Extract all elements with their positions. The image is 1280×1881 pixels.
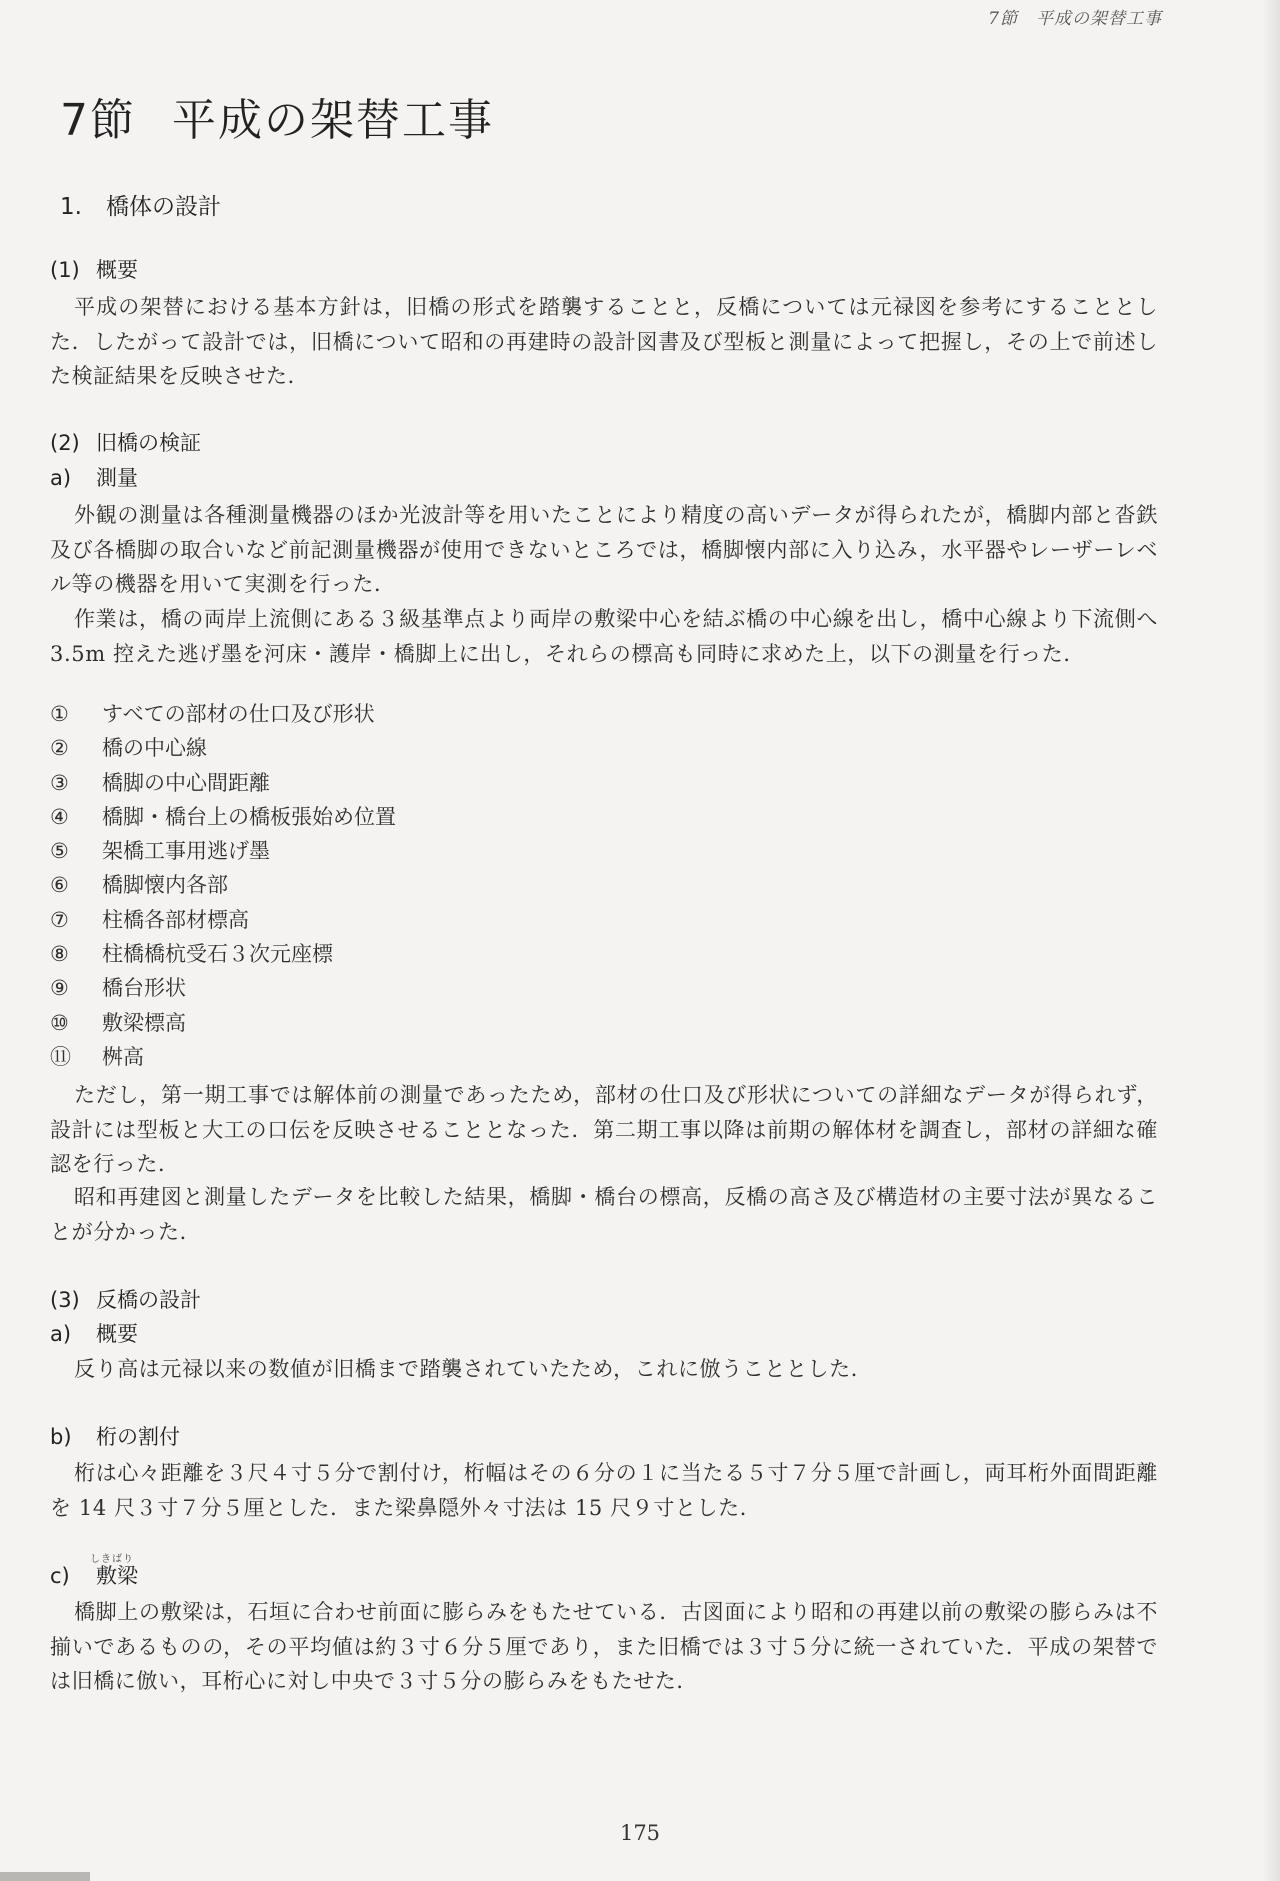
list-item xyxy=(50,971,396,1005)
scan-edge-mark xyxy=(0,1872,90,1881)
list-text: すべての部材の仕口及び形状 xyxy=(102,702,375,726)
item-title: 測量 xyxy=(96,466,138,490)
list-marker: ⑧ xyxy=(50,942,69,967)
page-edge-shadow xyxy=(1262,0,1280,1881)
section-number: 1. xyxy=(60,194,82,220)
list-marker: ⑦ xyxy=(50,907,69,932)
item-number: a) xyxy=(50,1322,72,1346)
list-item xyxy=(50,800,396,834)
paragraph-arch-overview: 反り高は元禄以来の数値が旧橋まで踏襲されていたため，これに倣うこととした． xyxy=(74,1357,873,1381)
list-item xyxy=(50,731,396,765)
item-number: b) xyxy=(50,1425,72,1449)
item-heading-girder-layout xyxy=(50,1421,180,1451)
item-heading-sill-beam xyxy=(50,1560,138,1590)
list-item xyxy=(50,1040,396,1074)
subsection-heading-arch-bridge xyxy=(50,1284,201,1314)
paragraph-sill-beam: 橋脚上の敷梁は，石垣に合わせ前面に膨らみをもたせている．古図面により昭和の再建以前の敷梁の膨らみは不揃いであるものの，その平均値は約３寸６分５厘であり，また旧橋では３寸５分に統一されていた．平成の架替では旧橋に倣い，耳桁心に対し中央で３寸５分の膨らみをもたせた． xyxy=(50,1600,1158,1693)
subsection-heading-verification xyxy=(50,427,201,457)
list-text: 桝高 xyxy=(102,1044,144,1069)
subsection-heading-overview xyxy=(50,254,138,284)
list-marker: ⑨ xyxy=(50,976,69,1001)
item-heading-arch-overview xyxy=(50,1318,138,1348)
paragraph-survey-3: ただし，第一期工事では解体前の測量であったため，部材の仕口及び形状についての詳細なデータが得られず，設計には型板と大工の口伝を反映させることとなった．第二期工事以降は前期の解体材を調査し，部材の詳細な確認を行った． xyxy=(50,1083,1158,1176)
list-text: 柱橋各部材標高 xyxy=(102,907,249,932)
paragraph-survey-1: 外観の測量は各種測量機器のほか光波計等を用いたことにより精度の高いデータが得られたが，橋脚内部と沓鉄及び各橋脚の取合いなど前記測量機器が使用できないところでは，橋脚懐内部に入り込み，水平器やレーザーレベル等の機器を用いて実測を行った． xyxy=(50,503,1158,596)
title-number: 7節 xyxy=(60,95,136,146)
list-item xyxy=(50,1006,396,1040)
list-text: 敷梁標高 xyxy=(102,1010,186,1035)
list-item xyxy=(50,868,396,902)
paragraph-survey-2: 作業は，橋の両岸上流側にある３級基準点より両岸の敷梁中心を結ぶ橋の中心線を出し，橋中心線より下流側へ 3.5m 控えた逃げ墨を河床・護岸・橋脚上に出し，それらの標高も同時に求めた上，以下の測量を行った． xyxy=(50,607,1158,666)
list-item xyxy=(50,766,396,800)
paragraph-survey-4: 昭和再建図と測量したデータを比較した結果，橋脚・橋台の標高，反橋の高さ及び構造材の主要寸法が異なることが分かった． xyxy=(50,1185,1158,1244)
list-text: 橋台形状 xyxy=(102,976,186,1001)
survey-item-list xyxy=(50,697,396,1074)
list-marker: ② xyxy=(50,736,69,761)
subsection-title: 旧橋の検証 xyxy=(96,431,201,455)
subsection-number: (1) xyxy=(50,258,80,282)
list-marker: ⑥ xyxy=(50,873,69,898)
ruby-reading: しきばり xyxy=(90,1554,134,1565)
list-marker: ④ xyxy=(50,804,69,829)
item-title: 桁の割付 xyxy=(96,1425,180,1449)
list-text: 柱橋橋杭受石３次元座標 xyxy=(102,942,333,967)
running-header: 7節 平成の架替工事 xyxy=(988,9,1162,29)
list-item xyxy=(50,697,396,731)
subsection-number: (2) xyxy=(50,431,80,455)
list-marker: ③ xyxy=(50,770,69,795)
list-marker: ① xyxy=(50,702,69,726)
list-marker: ⑤ xyxy=(50,839,69,864)
list-marker: ⑩ xyxy=(50,1010,69,1035)
section-title: 橋体の設計 xyxy=(106,194,221,220)
list-item xyxy=(50,834,396,868)
item-number: a) xyxy=(50,466,72,490)
list-marker: ⑪ xyxy=(50,1044,71,1069)
page-number: 175 xyxy=(619,1821,661,1845)
list-text: 橋脚の中心間距離 xyxy=(102,770,270,795)
paragraph-overview: 平成の架替における基本方針は，旧橋の形式を踏襲することと，反橋については元禄図を参考にすることとした．したがって設計では，旧橋について昭和の再建時の設計図書及び型板と測量によって把握し，その上で前述した検証結果を反映させた． xyxy=(50,295,1158,388)
list-text: 橋脚・橋台上の橋板張始め位置 xyxy=(102,804,396,829)
list-text: 架橋工事用逃げ墨 xyxy=(102,839,270,864)
list-text: 橋脚懐内各部 xyxy=(102,873,228,898)
page-title xyxy=(60,84,494,148)
title-text: 平成の架替工事 xyxy=(172,95,494,146)
item-number: c) xyxy=(50,1564,70,1588)
list-item xyxy=(50,903,396,937)
section-heading xyxy=(60,188,221,221)
list-text: 橋の中心線 xyxy=(102,736,207,761)
item-title: 敷梁 xyxy=(96,1564,138,1588)
list-item xyxy=(50,937,396,971)
paragraph-girder-layout: 桁は心々距離を３尺４寸５分で割付け，桁幅はその６分の１に当たる５寸７分５厘で計画し，両耳桁外面間距離を 14 尺３寸７分５厘とした．また梁鼻隠外々寸法は 15 尺９寸とした． xyxy=(50,1461,1158,1520)
item-heading-survey xyxy=(50,462,138,492)
subsection-title: 概要 xyxy=(96,258,138,282)
item-title: 概要 xyxy=(96,1322,138,1346)
subsection-number: (3) xyxy=(50,1288,80,1312)
subsection-title: 反橋の設計 xyxy=(96,1288,201,1312)
